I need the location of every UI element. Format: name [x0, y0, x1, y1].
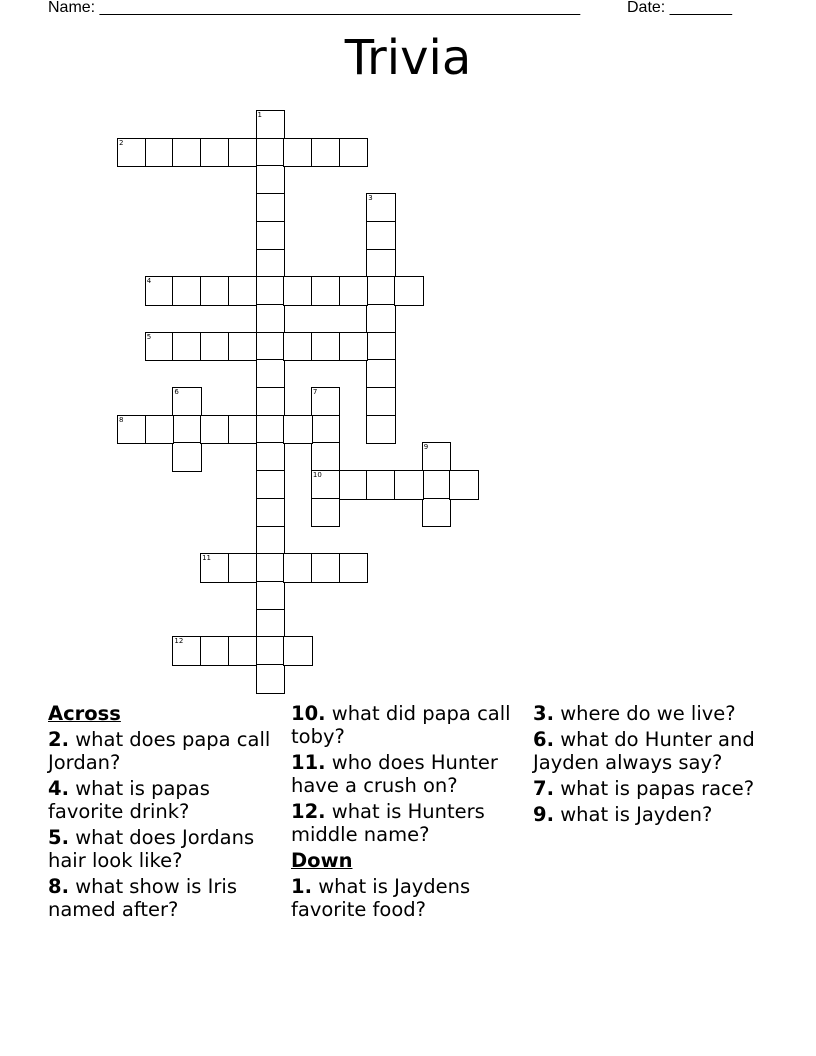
clue-number-label: 12 — [174, 637, 184, 646]
grid-cell — [366, 415, 396, 445]
grid-cell — [256, 442, 286, 472]
clue-number-label: 4 — [146, 277, 152, 286]
clue-down-1: 1. what is Jaydens favorite food? — [291, 875, 471, 921]
grid-cell — [256, 415, 286, 445]
grid-cell — [256, 636, 286, 666]
grid-cell — [256, 193, 286, 223]
grid-cell — [256, 138, 286, 168]
grid-cell — [422, 470, 452, 500]
grid-cell — [256, 276, 286, 306]
clue-down-3: 3. where do we live? — [533, 702, 736, 725]
grid-cell — [283, 553, 313, 583]
grid-cell — [311, 332, 341, 362]
clue-across-8: 8. what show is Iris named after? — [48, 875, 238, 921]
grid-cell — [339, 470, 369, 500]
grid-cell — [172, 442, 202, 472]
grid-cell — [422, 498, 452, 528]
grid-cell — [256, 387, 286, 417]
clue-number-label: 11 — [202, 554, 212, 563]
clue-across-2: 2. what does papa call Jordan? — [48, 728, 271, 774]
clue-number-label: 2 — [119, 138, 124, 147]
grid-cell — [366, 359, 396, 389]
grid-cell — [366, 221, 396, 251]
grid-cell — [256, 221, 286, 251]
grid-cell — [311, 553, 341, 583]
clue-number-label: 7 — [312, 388, 318, 396]
grid-cell — [256, 359, 286, 389]
name-field-label: Name: ______________________________________________________ — [48, 0, 581, 16]
clue-number-label: 9 — [423, 443, 429, 452]
grid-cell — [228, 415, 258, 445]
clue-across-5: 5. what does Jordans hair look like? — [48, 826, 255, 872]
clue-number-label: 8 — [119, 415, 124, 424]
grid-cell — [311, 498, 341, 528]
grid-cell — [366, 304, 396, 334]
grid-cell — [145, 415, 175, 445]
clue-down-6: 6. what do Hunter and Jayden always say? — [533, 728, 755, 774]
grid-cell — [200, 332, 230, 362]
grid-cell — [366, 387, 396, 417]
clue-number-label: 6 — [174, 388, 179, 396]
grid-cell — [256, 249, 286, 279]
grid-cell — [200, 138, 230, 168]
grid-cell — [256, 526, 286, 556]
clue-number-label: 5 — [146, 332, 152, 341]
down-heading: Down — [291, 849, 353, 872]
grid-cell — [228, 553, 258, 583]
across-heading: Across — [48, 702, 121, 725]
grid-cell — [172, 276, 202, 306]
clues-column-1 — [48, 702, 288, 924]
grid-cell — [172, 332, 202, 362]
grid-cell — [311, 276, 341, 306]
clue-number-label: 1 — [257, 111, 262, 119]
grid-cell — [366, 276, 396, 306]
grid-cell — [256, 165, 286, 195]
grid-cell — [256, 470, 286, 500]
clue-down-7: 7. what is papas race? — [533, 777, 755, 800]
date-field-label: Date: _______ — [627, 0, 732, 16]
clue-number-label: 3 — [368, 194, 373, 203]
clue-across-4: 4. what is papas favorite drink? — [48, 777, 210, 823]
grid-cell — [228, 636, 258, 666]
grid-cell — [311, 415, 341, 445]
grid-cell — [366, 332, 396, 362]
grid-cell — [449, 470, 479, 500]
grid-cell — [256, 609, 286, 639]
grid-cell — [366, 470, 396, 500]
grid-cell — [311, 138, 341, 168]
grid-cell — [394, 470, 424, 500]
grid-cell — [256, 498, 286, 528]
grid-cell — [283, 138, 313, 168]
grid-cell — [200, 276, 230, 306]
grid-cell — [256, 332, 286, 362]
clues-column-2 — [291, 702, 531, 924]
grid-cell — [339, 276, 369, 306]
grid-cell — [339, 332, 369, 362]
grid-cell — [145, 138, 175, 168]
clue-across-10: 10. what did papa call toby? — [291, 702, 511, 748]
grid-cell — [228, 138, 258, 168]
grid-cell — [256, 304, 286, 334]
grid-cell — [256, 553, 286, 583]
clue-across-11: 11. who does Hunter have a crush on? — [291, 751, 498, 797]
clues-column-3 — [533, 702, 773, 829]
clue-across-12: 12. what is Hunters middle name? — [291, 800, 485, 846]
grid-cell — [283, 636, 313, 666]
grid-cell — [339, 553, 369, 583]
grid-cell — [200, 636, 230, 666]
grid-cell — [394, 276, 424, 306]
grid-cell — [256, 581, 286, 611]
grid-cell — [172, 415, 202, 445]
grid-cell — [339, 138, 369, 168]
grid-cell — [256, 664, 286, 694]
clue-number-label: 10 — [312, 471, 322, 480]
grid-cell — [283, 415, 313, 445]
grid-cell — [283, 332, 313, 362]
grid-cell — [311, 442, 341, 472]
grid-cell — [172, 138, 202, 168]
page-title: Trivia — [344, 30, 472, 86]
clue-down-9: 9. what is Jayden? — [533, 803, 713, 826]
grid-cell — [366, 249, 396, 279]
grid-cell — [283, 276, 313, 306]
grid-cell — [200, 415, 230, 445]
grid-cell — [228, 276, 258, 306]
grid-cell — [228, 332, 258, 362]
